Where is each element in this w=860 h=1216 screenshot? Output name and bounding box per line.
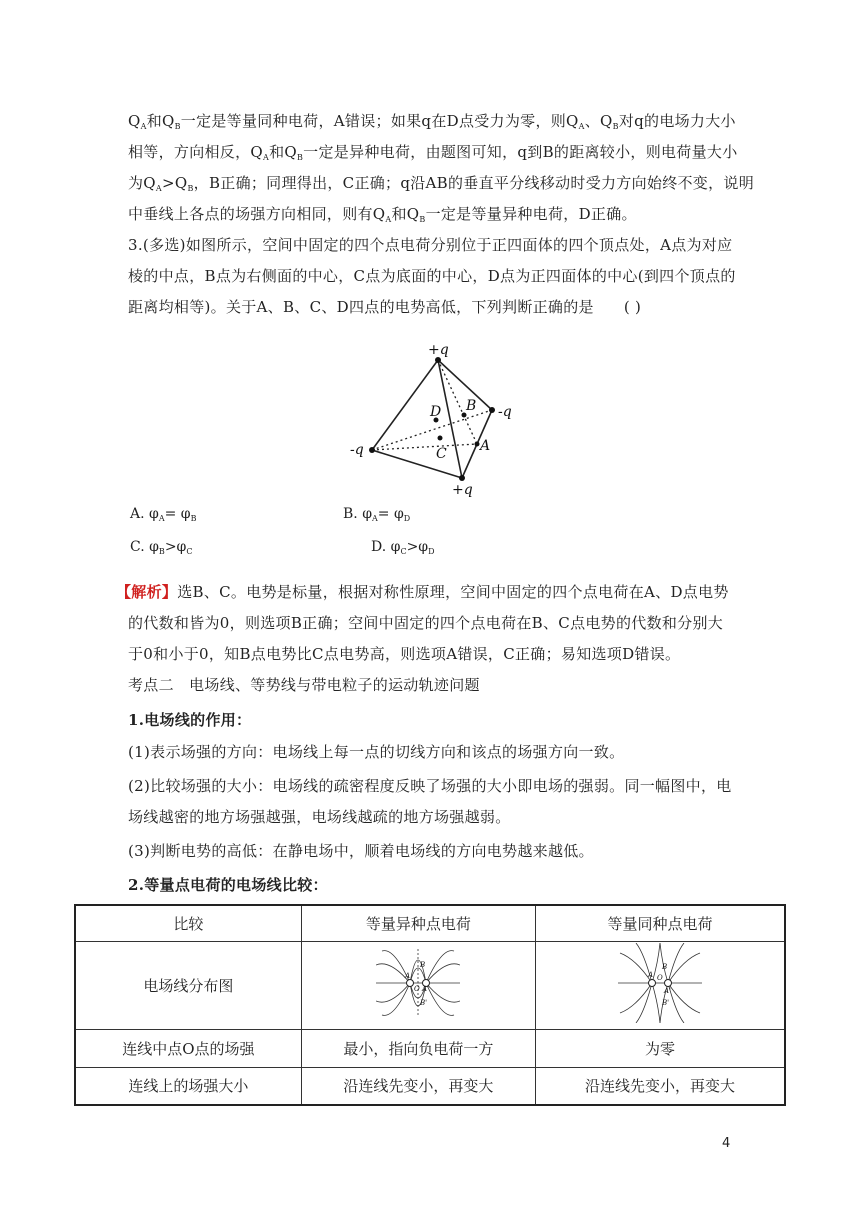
- text-line: 为$Q_A>Q_B$，B正确；同理得出，C正确；q沿AB的垂直平分线移动时受力方向始终不变，说明: [128, 174, 755, 193]
- edge-top-left: [372, 360, 438, 450]
- text-line: 3.(多选)如图所示，空间中固定的四个点电荷分别位于正四面体的四个顶点处，A点为对应: [128, 236, 733, 254]
- option-c: C. $\varphi_B>\varphi_C$: [130, 539, 193, 556]
- list-item: (1)表示场强的方向：电场线上每一点的切线方向和该点的场强方向一致。: [128, 743, 625, 761]
- label-d: D: [430, 404, 442, 420]
- svg-text:B': B': [420, 999, 428, 1007]
- svg-text:A: A: [405, 972, 411, 980]
- svg-text:B: B: [662, 963, 668, 971]
- option-b: B. $\varphi_A= \varphi_D$: [343, 506, 411, 523]
- text-line: 于0和小于0，知B点电势比C点电势高，则选项A错误，C正确；易知选项D错误。: [128, 645, 681, 663]
- table-cell: [536, 941, 785, 1029]
- vertex-left: [369, 447, 375, 453]
- like-charges-field-diagram: [618, 943, 702, 1023]
- label-bottom-charge: +q: [452, 482, 473, 498]
- table-cell: [301, 941, 535, 1029]
- table-cell: 沿连线先变小，再变大: [536, 1067, 785, 1105]
- text-line: 距离均相等)。关于A、B、C、D四点的电势高低，下列判断正确的是 ( ): [128, 298, 642, 316]
- svg-text:O: O: [657, 974, 663, 982]
- option-d: D. $\varphi_C>\varphi_D$: [371, 539, 435, 556]
- table-cell: 连线中点O点的场强: [75, 1029, 301, 1067]
- list-item: 场线越密的地方场强越强，电场线越疏的地方场强越弱。: [128, 808, 511, 826]
- svg-text:A: A: [648, 971, 654, 979]
- list-item: (3)判断电势的高低：在静电场中，顺着电场线的方向电势越来越低。: [128, 842, 594, 860]
- table-cell: 为零: [536, 1029, 785, 1067]
- label-a: A: [480, 438, 491, 454]
- answer-bracket: ( ): [623, 298, 642, 316]
- list-items: [128, 737, 736, 867]
- table-header-row: [75, 905, 785, 941]
- text-line: 中垂线上各点的场强方向相同，则有$Q_A$和$Q_B$一定是等量异种电荷，D正确。: [128, 205, 637, 224]
- option-a: A. $\varphi_A= \varphi_B$: [130, 506, 197, 523]
- page-number: 4: [722, 1136, 731, 1151]
- table-cell: 等量同种点电荷: [536, 905, 785, 941]
- svg-text:B: B: [420, 961, 426, 969]
- analysis: [116, 577, 746, 670]
- comparison-table: [74, 904, 786, 1106]
- edge-left-bottom: [372, 450, 462, 478]
- list-item: (2)比较场强的大小：电场线的疏密程度反映了场强的大小即电场的强弱。同一幅图中，电: [128, 777, 732, 795]
- text-line: 的代数和皆为0，则选项B正确；空间中固定的四个点电荷在B、C点电势的代数和分别大: [128, 614, 724, 632]
- vertex-right: [489, 407, 495, 413]
- heading-2: 2.等量点电荷的电场线比较：: [128, 876, 328, 894]
- label-right-charge: -q: [498, 404, 512, 420]
- point-c: [438, 436, 443, 441]
- table-cell: 沿连线先变小，再变大: [301, 1067, 535, 1105]
- table-cell: 电场线分布图: [75, 941, 301, 1029]
- table-cell: 等量异种点电荷: [301, 905, 535, 941]
- opposite-charges-field-diagram: [376, 943, 460, 1023]
- label-left-charge: -q: [350, 442, 364, 458]
- svg-text:O: O: [414, 985, 421, 993]
- heading-1: 1.电场线的作用：: [128, 711, 252, 729]
- text-line: $Q_A$和$Q_B$一定是等量同种电荷，A错误；如果q在D点受力为零，则$Q_A$、$Q_B$对q的电场力大小: [128, 112, 736, 131]
- label-top-charge: +q: [428, 342, 449, 358]
- text-line: 【解析】选B、C。电势是标量，根据对称性原理，空间中固定的四个点电荷在A、D点电势: [116, 583, 729, 601]
- section-title: 考点二 电场线、等势线与带电粒子的运动轨迹问题: [128, 676, 480, 694]
- label-c: C: [436, 446, 447, 462]
- text-line: 相等，方向相反，$Q_A$和$Q_B$一定是异种电荷，由题图可知，q到B的距离较小，则电荷量大小: [128, 143, 738, 162]
- vertex-bottom: [459, 475, 465, 481]
- analysis-tag: 【解析】: [116, 583, 178, 601]
- svg-text:B': B': [662, 999, 670, 1007]
- tetrahedron-figure: [350, 342, 520, 498]
- table-cell: 最小，指向负电荷一方: [301, 1029, 535, 1067]
- svg-text:A': A': [422, 985, 430, 993]
- table-cell: 比较: [75, 905, 301, 941]
- table-row: [75, 941, 785, 1029]
- table-cell: 连线上的场强大小: [75, 1067, 301, 1105]
- question-3: [128, 230, 736, 323]
- text-line: 棱的中点，B点为右侧面的中心，C点为底面的中心，D点为正四面体的中心(到四个顶点的: [128, 267, 736, 285]
- solution-paragraph: [128, 106, 755, 230]
- table-row: [75, 1067, 785, 1105]
- label-b: B: [466, 398, 477, 414]
- table-row: [75, 1029, 785, 1067]
- svg-text:A': A': [664, 987, 672, 995]
- point-a: [475, 442, 480, 447]
